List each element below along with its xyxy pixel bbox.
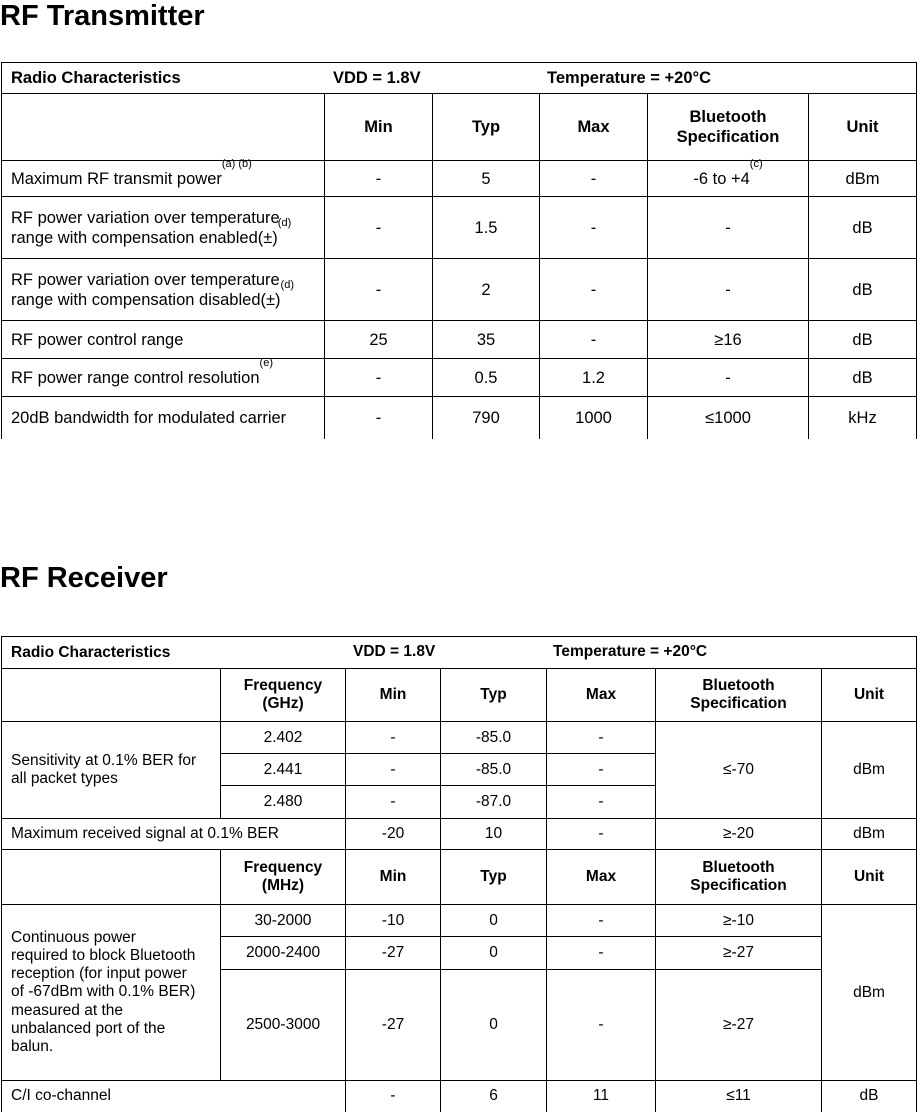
table-row [2,197,917,259]
cell-spec: ≥16 [648,321,809,359]
cell-min: -10 [346,905,441,937]
col-max: Max [547,669,656,722]
cell-min: -20 [346,819,441,850]
cell-typ: 0 [441,905,547,937]
conditions-cell [2,63,917,94]
row-label: RF power control range [2,321,325,359]
empty-header-cell [2,669,221,722]
column-header-row [2,669,917,722]
conditions-cell [2,637,917,669]
cell-max: - [547,819,656,850]
cell-frequency: 2.480 [221,786,346,819]
rf-receiver-table [1,636,917,1112]
cell-frequency: 30-2000 [221,905,346,937]
ci-cochannel-label: C/I co-channel [2,1081,346,1112]
table-row [2,1081,917,1112]
row-label: Maximum RF transmit power$^{(a) (b)}$ [2,161,325,197]
empty-header-cell [2,94,325,161]
cell-spec: - [648,259,809,321]
temperature-condition: Temperature = +20°C [547,69,712,87]
table-row [2,359,917,397]
radio-characteristics-label: Radio Characteristics [11,69,181,87]
cell-typ: 35 [433,321,540,359]
cell-typ: 6 [441,1081,547,1112]
cell-spec: -6 to $+4^{(c)}$ [648,161,809,197]
cell-min: -27 [346,937,441,970]
cell-unit: dBm [822,819,917,850]
cell-typ: 5 [433,161,540,197]
table-header-row [2,63,917,94]
cell-max: - [547,786,656,819]
cell-max: - [540,321,648,359]
cell-min: - [346,754,441,786]
cell-spec: ≥-27 [656,970,822,1081]
cell-min: - [346,786,441,819]
col-typ: Typ [433,94,540,161]
table-header-row [2,637,917,669]
cell-frequency: 2.441 [221,754,346,786]
cell-max: - [547,937,656,970]
col-bluetooth-spec: Bluetooth Specification [656,850,822,905]
cell-min: - [346,722,441,754]
cell-typ: 10 [441,819,547,850]
cell-frequency: 2500-3000 [221,970,346,1081]
cell-unit: dB [809,259,917,321]
col-bluetooth-spec: Bluetooth Specification [648,94,809,161]
row-label: 20dB bandwidth for modulated carrier [2,397,325,439]
cell-unit: dB [822,1081,917,1112]
cell-frequency: 2000-2400 [221,937,346,970]
col-typ: Typ [441,850,547,905]
row-label: RF power range control resolution$^{(e)}$ [2,359,325,397]
col-unit: Unit [822,850,917,905]
column-header-row [2,94,917,161]
cell-typ: 1.5 [433,197,540,259]
table-row [2,722,917,754]
table-row [2,819,917,850]
cell-min: -27 [346,970,441,1081]
cell-spec: ≤-70 [656,722,822,819]
cell-spec: ≤1000 [648,397,809,439]
vdd-condition: VDD = 1.8V [333,69,421,87]
vdd-condition: VDD = 1.8V [353,643,436,660]
cell-spec: - [648,359,809,397]
cell-max: - [540,161,648,197]
cell-frequency: 2.402 [221,722,346,754]
cell-max: - [547,754,656,786]
blocking-label: Continuous power required to block Bluetooth reception (for input power of -67dBm with 0.1% BER) measured at the unbalanced port of the balun. [2,905,221,1081]
col-typ: Typ [441,669,547,722]
cell-unit: dB [809,197,917,259]
cell-max: 1000 [540,397,648,439]
table-row [2,259,917,321]
cell-unit: kHz [809,397,917,439]
col-unit: Unit [809,94,917,161]
col-min: Min [346,850,441,905]
col-min: Min [346,669,441,722]
cell-max: 1.2 [540,359,648,397]
cell-min: - [346,1081,441,1112]
col-unit: Unit [822,669,917,722]
cell-typ: 0 [441,970,547,1081]
col-bluetooth-spec: Bluetooth Specification [656,669,822,722]
max-received-label: Maximum received signal at 0.1% BER [2,819,346,850]
cell-min: 25 [325,321,433,359]
empty-header-cell [2,850,221,905]
cell-max: - [540,197,648,259]
cell-spec: - [648,197,809,259]
table-row [2,161,917,197]
cell-min: - [325,359,433,397]
rf-receiver-heading: RF Receiver [0,562,168,594]
cell-min: - [325,197,433,259]
table-row [2,397,917,439]
cell-typ: 2 [433,259,540,321]
col-max: Max [547,850,656,905]
rf-transmitter-heading: RF Transmitter [0,0,205,32]
temperature-condition: Temperature = +20°C [553,643,708,660]
column-header-row [2,850,917,905]
row-label: RF power variation over temperature range with compensation $disabled(\pm)^{(d)}$ [2,259,325,321]
cell-spec: ≤11 [656,1081,822,1112]
cell-spec: ≥-20 [656,819,822,850]
cell-typ: 0 [441,937,547,970]
col-frequency-mhz: Frequency (MHz) [221,850,346,905]
cell-max: 11 [547,1081,656,1112]
cell-spec: ≥-27 [656,937,822,970]
cell-max: - [547,722,656,754]
rf-transmitter-table [1,62,917,439]
row-label: RF power variation over temperature range with compensation $enabled(\pm)^{(d)}$ [2,197,325,259]
cell-unit: dB [809,359,917,397]
cell-typ: -85.0 [441,754,547,786]
sensitivity-label: Sensitivity at 0.1% BER for all packet types [2,722,221,819]
col-frequency-ghz: Frequency (GHz) [221,669,346,722]
cell-typ: 790 [433,397,540,439]
table-row [2,321,917,359]
cell-unit: dB [809,321,917,359]
cell-max: - [547,970,656,1081]
cell-typ: 0.5 [433,359,540,397]
cell-min: - [325,161,433,197]
cell-min: - [325,259,433,321]
radio-characteristics-label: Radio Characteristics [11,643,171,661]
cell-unit: dBm [822,905,917,1081]
cell-spec: ≥-10 [656,905,822,937]
cell-unit: dBm [809,161,917,197]
col-min: Min [325,94,433,161]
cell-unit: dBm [822,722,917,819]
cell-min: - [325,397,433,439]
cell-typ: -87.0 [441,786,547,819]
table-row [2,905,917,937]
cell-typ: -85.0 [441,722,547,754]
col-max: Max [540,94,648,161]
cell-max: - [540,259,648,321]
cell-max: - [547,905,656,937]
